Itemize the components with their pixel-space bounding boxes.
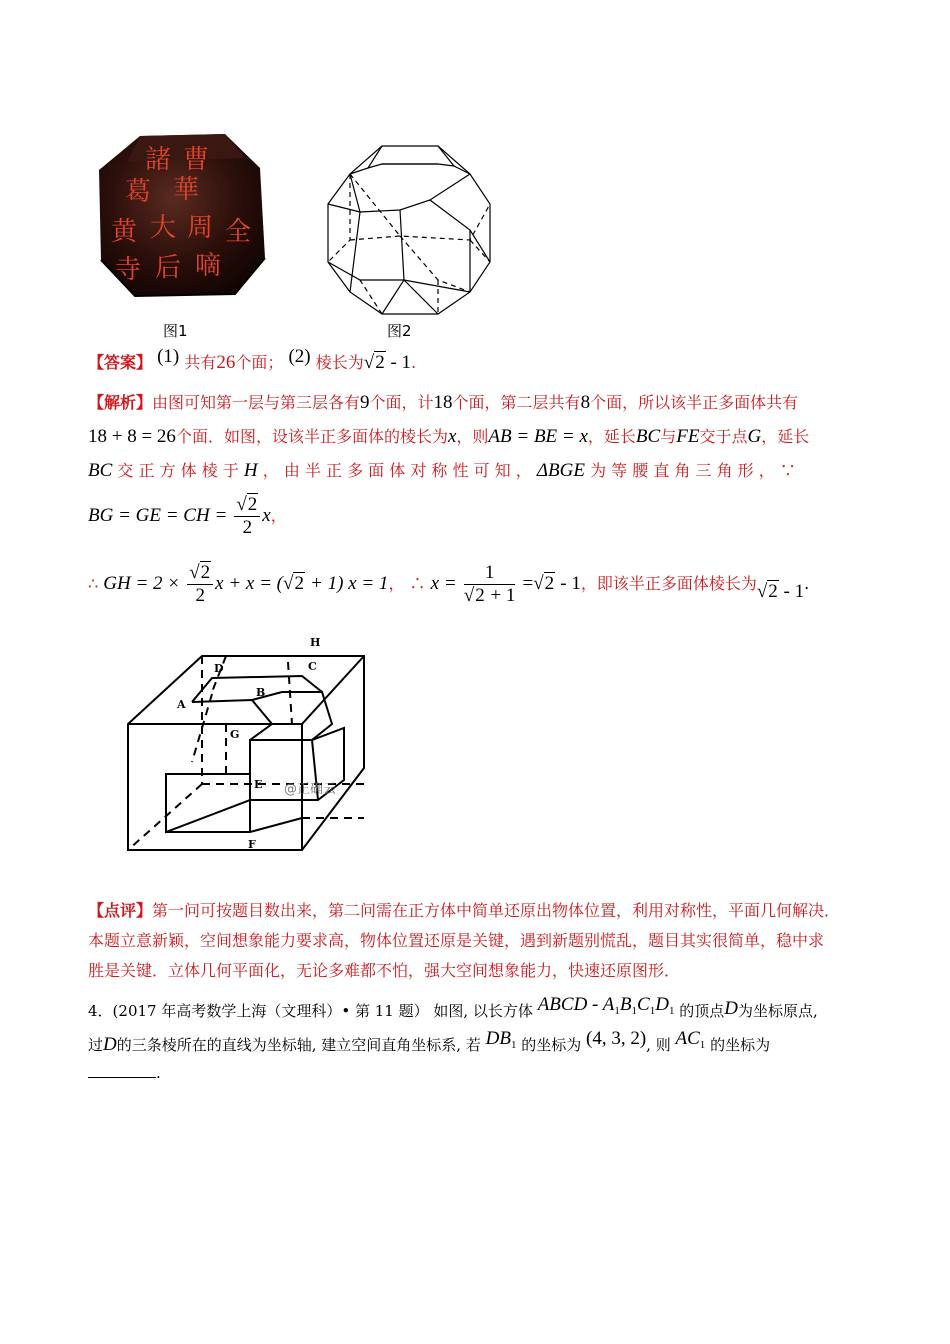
svg-text:葛: 葛 <box>125 177 152 207</box>
figure-1-seal-image <box>95 128 270 300</box>
seg-bc: BC <box>88 460 113 481</box>
seg-bc: BC <box>635 426 661 447</box>
analysis-text: 为 等 腰 直 角 三 角 形 ， <box>590 461 775 480</box>
answer-line: 【答案】 (1) 共有26个面； (2) 棱长为√2 - 1. <box>88 346 417 373</box>
question-text: 的顶点 <box>679 1002 725 1020</box>
answer-dot: . <box>411 353 417 372</box>
label-f: F <box>248 838 256 851</box>
plus-one: + 1 <box>490 585 516 606</box>
answer-tag: 【答案】 <box>88 353 153 372</box>
question-text: 为坐标原点, <box>737 1002 818 1020</box>
coord-db1: (4, 3, 2) <box>586 1028 647 1049</box>
svg-text:華: 華 <box>173 175 200 205</box>
answer-26: 26 <box>216 352 236 373</box>
question-source: (2017 年高考数学上海（文理科）• 第 11 题） <box>112 1002 429 1020</box>
num-9: 9 <box>360 392 370 413</box>
analysis-text: 与 <box>660 427 677 446</box>
sqrt-2: 2 <box>294 573 304 594</box>
var-x: x <box>447 426 457 447</box>
question-4-line-1 <box>88 994 818 1028</box>
pt-d: D <box>103 1034 117 1055</box>
comment-line-1 <box>88 900 840 922</box>
question-text: 的坐标为 <box>521 1036 582 1054</box>
answer-sqrt: 2 <box>375 352 385 373</box>
analysis-line-2 <box>88 426 809 448</box>
analysis-text: 个面，计 <box>369 393 434 412</box>
figure-2-polyhedron-diagram <box>320 140 500 318</box>
analysis-line-1 <box>88 392 798 414</box>
question-4-line-2 <box>88 1028 771 1062</box>
comma: ， <box>388 574 405 593</box>
svg-text:嘀: 嘀 <box>195 251 222 281</box>
eq-gh: GH = 2 × <box>103 573 181 594</box>
answer-part1-num: (1) <box>157 346 180 367</box>
pt-d: D <box>724 998 738 1019</box>
watermark: @正确云 <box>284 782 337 797</box>
eq-part: + 1) x = 1 <box>310 573 389 594</box>
svg-text:全: 全 <box>225 217 252 247</box>
because-symbol: ∵ <box>779 461 796 480</box>
answer-blank[interactable] <box>88 1063 156 1078</box>
eq-x: x = <box>430 573 457 594</box>
sqrt-2: 2 <box>475 585 485 606</box>
minus-one: - 1 <box>560 573 581 594</box>
label-h: H <box>310 636 321 649</box>
sqrt-2: 2 <box>247 494 258 515</box>
figure-1-caption: 图1 <box>163 322 188 340</box>
label-e: E <box>254 778 263 791</box>
analysis-line-4: BG = GE = CH = $\frac{√2}{2}$ x， <box>88 494 287 538</box>
comma: ， <box>270 506 287 525</box>
therefore-symbol: ∴ <box>88 574 99 593</box>
vector-ac: AC <box>675 1028 700 1049</box>
label-b: B <box>256 686 266 699</box>
box-vertex: D <box>655 994 669 1015</box>
question-text: 的三条棱所在的直线为坐标轴, 建立空间直角坐标系, 若 <box>116 1036 481 1054</box>
svg-text:寺: 寺 <box>115 255 142 285</box>
subscript: 1 <box>631 1005 638 1017</box>
svg-text:大: 大 <box>150 213 177 243</box>
vector-db: DB <box>485 1028 511 1049</box>
analysis-line-5: ∴ GH = 2 × $\frac{√2}{2}$ x + x = (√2 + 1) x = 1， ∴ x = $\frac{1}{√2 + 1}$ =√2 - 1，即该半正多面体棱长为√2 - 1. <box>88 562 810 606</box>
sqrt-2: 2 <box>200 562 211 583</box>
label-a: A <box>177 698 186 711</box>
box-vertex: C <box>637 994 650 1015</box>
den-2: 2 <box>195 585 205 606</box>
num-1: 1 <box>464 562 516 585</box>
comment-tag: 【点评】 <box>88 901 153 920</box>
analysis-line-3 <box>88 460 796 482</box>
answer-minus-one: - 1 <box>390 352 412 373</box>
seg-fe: FE <box>676 426 700 447</box>
comment-text: 本题立意新颖，空间想象能力要求高，物体位置还原是关键，遇到新题别慌乱，题目其实很简单，稳中求 <box>88 931 825 950</box>
dot: . <box>804 574 810 593</box>
analysis-text: ，则 <box>456 427 489 446</box>
box-name: ABCD - A <box>537 994 615 1015</box>
subscript: 1 <box>510 1039 517 1051</box>
comment-text: 第一问可按题目数出来，第二问需在正方体中简单还原出物体位置，利用对称性，平面几何解决． <box>152 901 841 920</box>
svg-text:曹: 曹 <box>183 145 210 175</box>
pt-g: G <box>747 426 762 447</box>
sqrt-2: 2 <box>768 581 778 602</box>
label-d: D <box>214 662 224 675</box>
minus-one: - 1 <box>783 581 805 602</box>
figure-2-caption: 图2 <box>387 322 412 340</box>
question-number: 4． <box>88 1002 113 1020</box>
analysis-text: 由图可知第一层与第三层各有 <box>152 393 361 412</box>
subscript: 1 <box>699 1039 706 1051</box>
triangle-bge: ΔBGE <box>536 460 585 481</box>
answer-text-2: 个面； <box>235 353 284 372</box>
num-8: 8 <box>580 392 591 413</box>
label-g: G <box>230 728 240 741</box>
analysis-text: ， 由 半 正 多 面 体 对 称 性 可 知 ， <box>262 461 532 480</box>
eq-edge: AB = BE = x <box>488 426 588 447</box>
svg-text:周: 周 <box>187 213 214 243</box>
comment-line-3 <box>88 960 680 982</box>
sqrt-2: 2 <box>544 573 555 594</box>
pt-h: H <box>243 460 258 481</box>
analysis-text: ，延长 <box>761 427 810 446</box>
eq-bg: BG = GE = CH = <box>88 505 228 526</box>
analysis-text: 交 正 方 体 棱 于 <box>117 461 239 480</box>
svg-text:諸: 諸 <box>145 145 172 175</box>
question-4-line-3 <box>88 1062 161 1084</box>
eq-face-count: 18 + 8 = 26 <box>88 426 176 447</box>
comment-text: 胜是关键．立体几何平面化，无论多难都不怕，强大空间想象能力，快速还原图形． <box>88 961 681 980</box>
question-text: . <box>156 1064 161 1082</box>
question-text: , 则 <box>646 1036 671 1054</box>
subscript: 1 <box>649 1005 656 1017</box>
therefore-symbol: ∴ <box>409 574 426 593</box>
var-x: x <box>262 505 271 526</box>
subscript: 1 <box>614 1005 620 1017</box>
question-text: 的坐标为 <box>710 1036 771 1054</box>
equals: = <box>522 573 534 594</box>
comment-line-2 <box>88 930 824 952</box>
answer-part2-num: (2) <box>288 346 311 367</box>
question-text: 如图, 以长方体 <box>433 1002 533 1020</box>
eq-part: x + x = ( <box>215 573 283 594</box>
subscript: 1 <box>668 1005 675 1017</box>
analysis-text: 交于点 <box>699 427 748 446</box>
analysis-text: ，延长 <box>587 427 636 446</box>
question-text: 过 <box>88 1036 104 1054</box>
num-18: 18 <box>433 392 453 413</box>
answer-text-3: 棱长为 <box>315 353 364 372</box>
den-2: 2 <box>242 517 253 538</box>
analysis-text: ，即该半正多面体棱长为 <box>580 574 757 593</box>
svg-text:后: 后 <box>155 253 182 283</box>
svg-text:黄: 黄 <box>111 217 138 247</box>
answer-text-1: 共有 <box>184 353 217 372</box>
box-vertex: B <box>619 994 632 1015</box>
analysis-tag: 【解析】 <box>88 393 153 412</box>
analysis-text: 个面，所以该半正多面体共有 <box>590 393 799 412</box>
label-c: C <box>308 660 317 673</box>
analysis-text: 个面，第二层共有 <box>452 393 581 412</box>
analysis-text: 个面．如图，设该半正多面体的棱长为 <box>175 427 448 446</box>
